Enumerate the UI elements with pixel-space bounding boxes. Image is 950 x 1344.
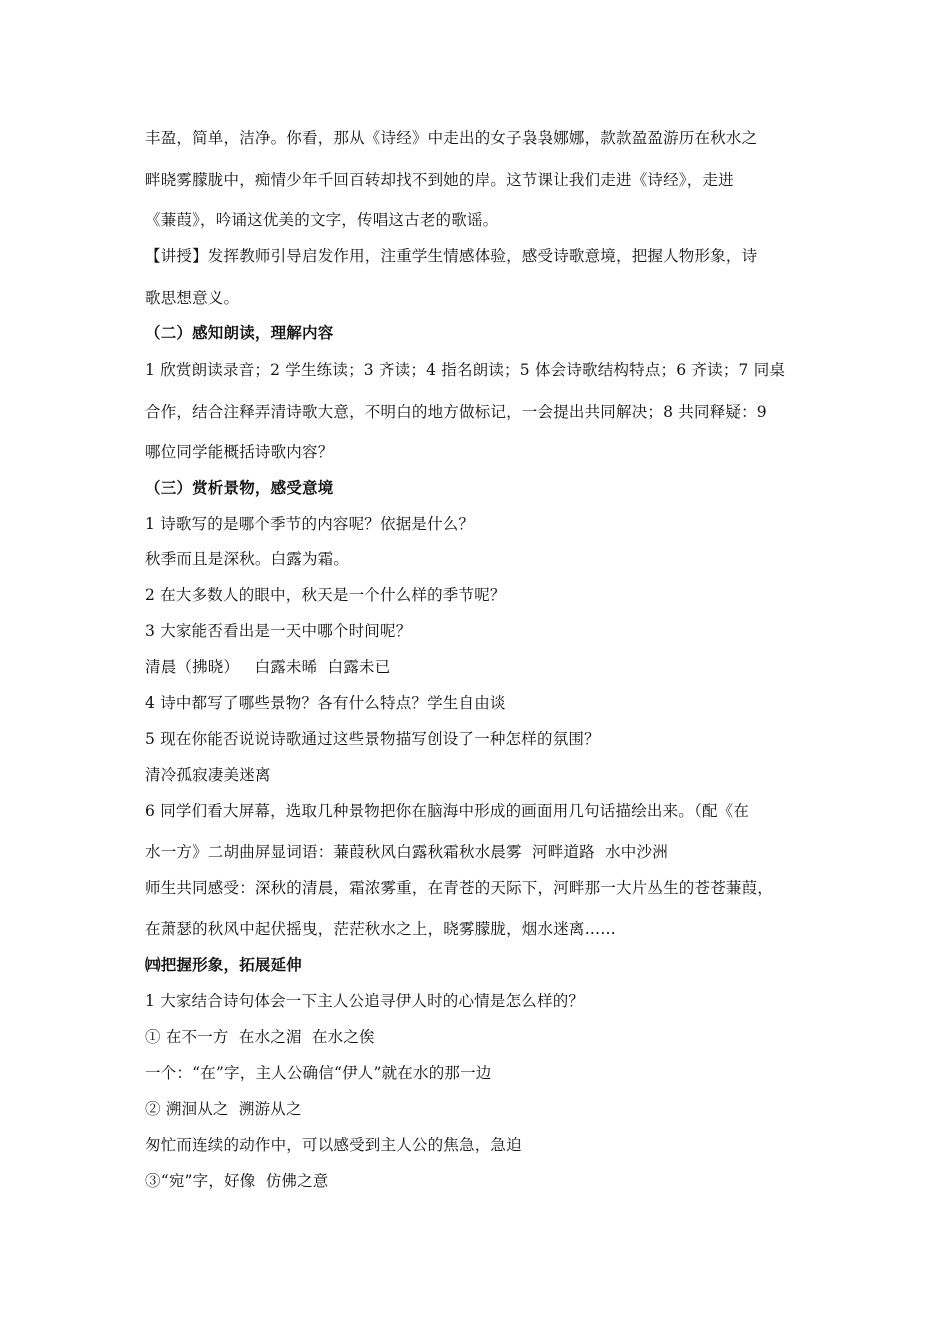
section-heading-3: （三）赏析景物，感受意境 (145, 478, 334, 497)
body-text-line: ② 溯洄从之 溯游从之 (145, 1100, 302, 1118)
section-heading-4: ㈣把握形象，拓展延伸 (145, 955, 303, 974)
body-text-line: 师生共同感受：深秋的清晨，霜浓雾重，在青苍的天际下，河畔那一大片丛生的苍苍蒹葭， (145, 879, 774, 897)
body-text-line: 水一方》二胡曲屏显词语：蒹葭秋风白露秋霜秋水晨雾 河畔道路 水中沙洲 (145, 843, 668, 861)
body-text-line: 畔晓雾朦胧中，痴情少年千回百转却找不到她的岸。这节课让我们走进《诗经》，走进 (145, 171, 734, 189)
body-text-line: 《蒹葭》，吟诵这优美的文字，传唱这古老的歌谣。 (145, 211, 499, 229)
body-text-line: 1 欣赏朗读录音；2 学生练读；3 齐读；4 指名朗读；5 体会诗歌结构特点；6 齐读；7 同桌 (145, 361, 786, 379)
body-text-line: 哪位同学能概括诗歌内容？ (145, 443, 334, 461)
body-text-line: 2 在大多数人的眼中，秋天是一个什么样的季节呢？ (145, 586, 506, 604)
body-text-line: 清冷孤寂凄美迷离 (145, 766, 271, 784)
body-text-line: 秋季而且是深秋。白露为霜。 (145, 550, 350, 568)
body-text-line: 合作，结合注释弄清诗歌大意，不明白的地方做标记，一会提出共同解决；8 共同释疑：9 (145, 403, 767, 421)
body-text-line: 在萧瑟的秋风中起伏摇曳，茫茫秋水之上，晓雾朦胧，烟水迷离…… (145, 920, 617, 938)
body-text-line: 3 大家能否看出是一天中哪个时间呢？ (145, 622, 412, 640)
body-text-line: 4 诗中都写了哪些景物？各有什么特点？学生自由谈 (145, 694, 506, 712)
body-text-line: 一个：“在”字，主人公确信“伊人”就在水的那一边 (145, 1064, 492, 1082)
body-text-line: 1 诗歌写的是哪个季节的内容呢？依据是什么？ (145, 515, 475, 533)
body-text-line: ③“宛”字，好像 仿佛之意 (145, 1172, 329, 1190)
body-text-line: ① 在不一方 在水之湄 在水之俟 (145, 1028, 375, 1046)
body-text-line: 歌思想意义。 (145, 289, 240, 307)
body-text-line: 6 同学们看大屏幕，选取几种景物把你在脑海中形成的画面用几句话描绘出来。（配《在 (145, 802, 750, 820)
body-text-line: 1 大家结合诗句体会一下主人公追寻伊人时的心情是怎么样的？ (145, 992, 585, 1010)
body-text-line: 丰盈，简单，洁净。你看，那从《诗经》中走出的女子袅袅娜娜，款款盈盈游历在秋水之 (145, 129, 758, 147)
body-text-line: 清晨（拂晓） 白露未晞 白露未已 (145, 658, 391, 676)
body-text-line: 【讲授】发挥教师引导启发作用，注重学生情感体验，感受诗歌意境，把握人物形象，诗 (145, 247, 758, 265)
body-text-line: 5 现在你能否说说诗歌通过这些景物描写创设了一种怎样的氛围？ (145, 730, 600, 748)
section-heading-2: （二）感知朗读，理解内容 (145, 323, 334, 342)
body-text-line: 匆忙而连续的动作中，可以感受到主人公的焦急，急迫 (145, 1136, 522, 1154)
